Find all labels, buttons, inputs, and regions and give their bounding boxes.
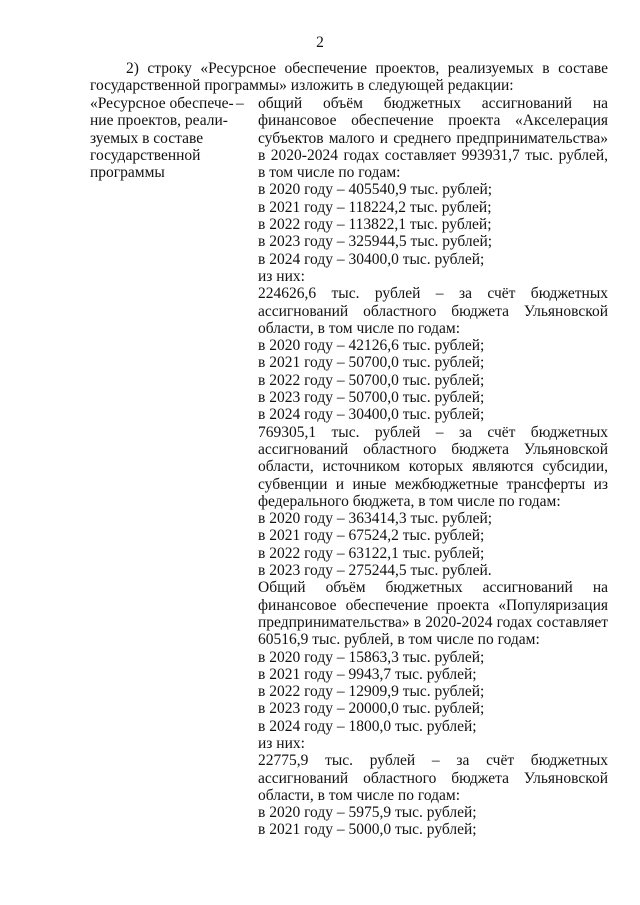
funding-line: в 2022 году – 63122,1 тыс. рублей;	[258, 544, 485, 562]
funding-line: в 2022 году – 113822,1 тыс. рублей;	[258, 216, 492, 234]
funding-line: в 2021 году – 67524,2 тыс. рублей;	[258, 527, 485, 545]
funding-line: в 2020 году – 15863,3 тыс. рублей;	[258, 648, 485, 666]
funding-line: в 2020 году – 363414,3 тыс. рублей;	[258, 510, 493, 528]
funding-line: в 2023 году – 275244,5 тыс. рублей.	[258, 562, 492, 580]
funding-line: из них:	[258, 734, 305, 752]
row-label-line: «Ресурсное обеспече-	[90, 95, 234, 112]
funding-paragraph: 769305,1 тыс. рублей – за счёт бюджетных ассигнований областного бюджета Ульяновской области, источником которых являются субсидии, субвенции и иные межбюджетные трансферты из федерального бюджета, в том числе по годам:	[258, 423, 608, 510]
funding-line: в 2023 году – 50700,0 тыс. рублей;	[258, 389, 485, 407]
funding-line: в 2024 году – 1800,0 тыс. рублей;	[258, 717, 477, 735]
funding-line: в 2020 году – 405540,9 тыс. рублей;	[258, 181, 493, 199]
funding-paragraph: 224626,6 тыс. рублей – за счёт бюджетных ассигнований областного бюджета Ульяновской области, в том числе по годам:	[258, 285, 608, 337]
row-label	[90, 95, 240, 181]
funding-line: в 2021 году – 5000,0 тыс. рублей;	[258, 821, 477, 839]
row-label-line: зуемых в составе	[90, 129, 204, 147]
funding-paragraph: 22775,9 тыс. рублей – за счёт бюджетных ассигнований областного бюджета Ульяновской области, в том числе по годам:	[258, 752, 608, 804]
funding-line: в 2022 году – 12909,9 тыс. рублей;	[258, 683, 485, 701]
row-label-line: государственной	[90, 146, 201, 164]
funding-line: в 2021 году – 9943,7 тыс. рублей;	[258, 665, 477, 683]
funding-line: в 2020 году – 5975,9 тыс. рублей;	[258, 804, 477, 822]
funding-line: из них:	[258, 267, 305, 285]
row-label-line: программы	[90, 164, 165, 182]
funding-line: в 2023 году – 325944,5 тыс. рублей;	[258, 233, 493, 251]
funding-line: в 2024 году – 30400,0 тыс. рублей;	[258, 406, 485, 424]
row-content	[258, 95, 608, 839]
funding-line: в 2024 году – 30400,0 тыс. рублей;	[258, 250, 485, 268]
funding-line: в 2023 году – 20000,0 тыс. рублей;	[258, 700, 485, 718]
row-label-line: ние проектов, реали-	[90, 112, 228, 130]
funding-line: в 2020 году – 42126,6 тыс. рублей;	[258, 337, 485, 355]
funding-line: в 2021 году – 118224,2 тыс. рублей;	[258, 198, 492, 216]
funding-paragraph: общий объём бюджетных ассигнований на финансовое обеспечение проекта «Акселерация субъектов малого и среднего предпринимательства» в 2020-2024 годах составляет 993931,7 тыс. рублей, в том числе по годам:	[258, 95, 608, 182]
intro-paragraph: 2) строку «Ресурсное обеспечение проектов, реализуемых в составе государственной программы» изложить в следующей редакции:	[90, 60, 608, 95]
funding-line: в 2021 году – 50700,0 тыс. рублей;	[258, 354, 485, 372]
page-number: 2	[316, 34, 324, 51]
label-dash: –	[236, 95, 244, 112]
funding-line: в 2022 году – 50700,0 тыс. рублей;	[258, 371, 485, 389]
funding-paragraph: Общий объём бюджетных ассигнований на финансовое обеспечение проекта «Популяризация предпринимательства» в 2020-2024 годах составляет 60516,9 тыс. рублей, в том числе по годам:	[258, 579, 608, 649]
